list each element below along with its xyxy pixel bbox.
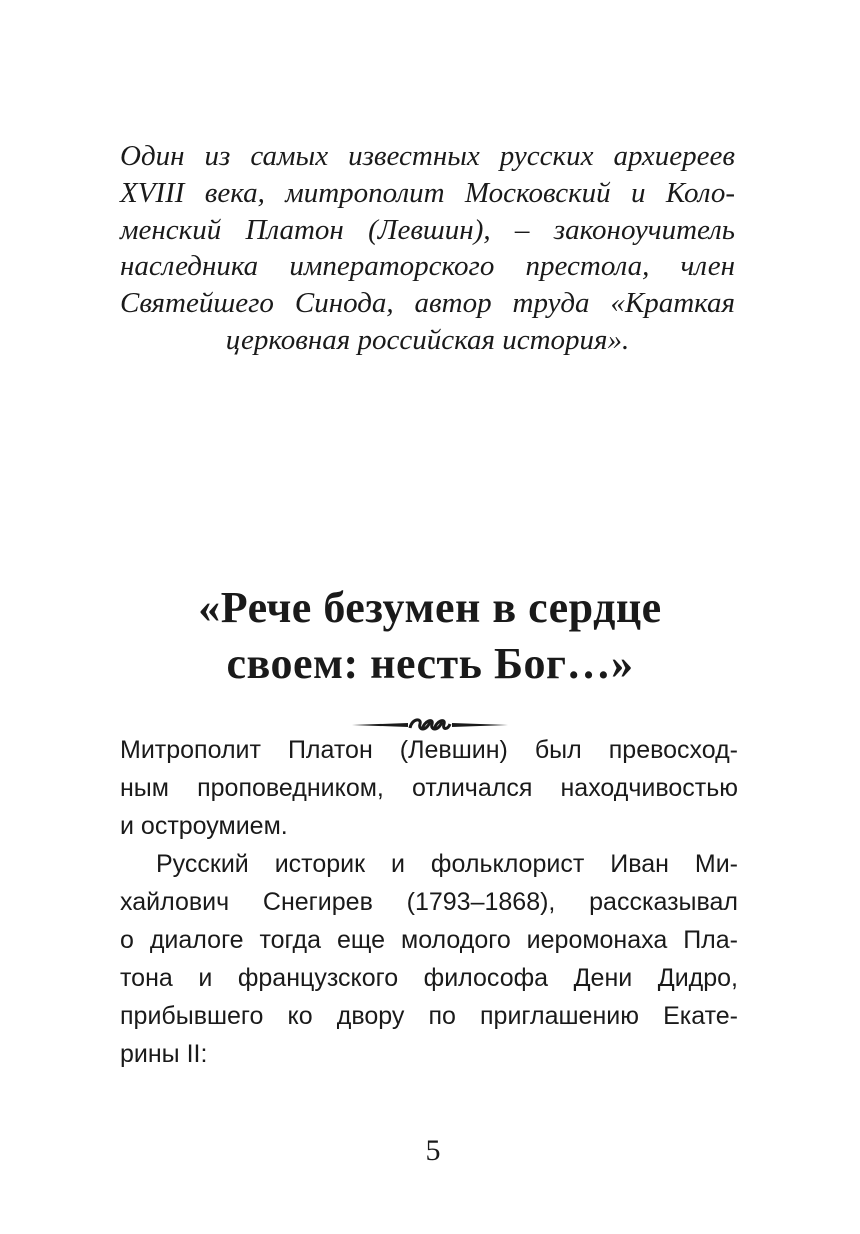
intro-paragraph bbox=[120, 138, 735, 359]
page-number: 5 bbox=[425, 1134, 441, 1167]
body-line: ным проповедником, отличался находчивостью bbox=[120, 774, 738, 802]
body-line: рины II: bbox=[120, 1040, 208, 1068]
title-line: своем: несть Бог…» bbox=[226, 639, 634, 688]
body-text bbox=[120, 731, 738, 1073]
chapter-title bbox=[120, 580, 740, 692]
intro-line: Один из самых известных русских архиереев bbox=[120, 140, 735, 172]
intro-line: XVIII века, митрополит Московский и Коло- bbox=[120, 176, 735, 209]
body-line: прибывшего ко двору по приглашению Екате- bbox=[120, 1002, 738, 1030]
body-line: Русский историк и фольклорист Иван Ми- bbox=[156, 850, 738, 878]
body-line: тона и французского философа Дени Дидро, bbox=[120, 964, 738, 992]
body-line: и остроумием. bbox=[120, 812, 288, 840]
body-line: о диалоге тогда еще молодого иеромонаха Пла- bbox=[120, 926, 738, 954]
body-line: хайлович Снегирев (1793–1868), рассказывал bbox=[120, 888, 738, 916]
intro-line: менский Платон (Левшин), – законоучитель bbox=[120, 213, 735, 246]
intro-line: наследника императорского престола, член bbox=[120, 250, 735, 283]
title-line: «Рече безумен в сердце bbox=[198, 583, 662, 632]
body-line: Митрополит Платон (Левшин) был превосход- bbox=[120, 736, 738, 764]
intro-line: церковная российская история». bbox=[225, 323, 630, 356]
intro-line: Святейшего Синода, автор труда «Краткая bbox=[120, 287, 735, 320]
